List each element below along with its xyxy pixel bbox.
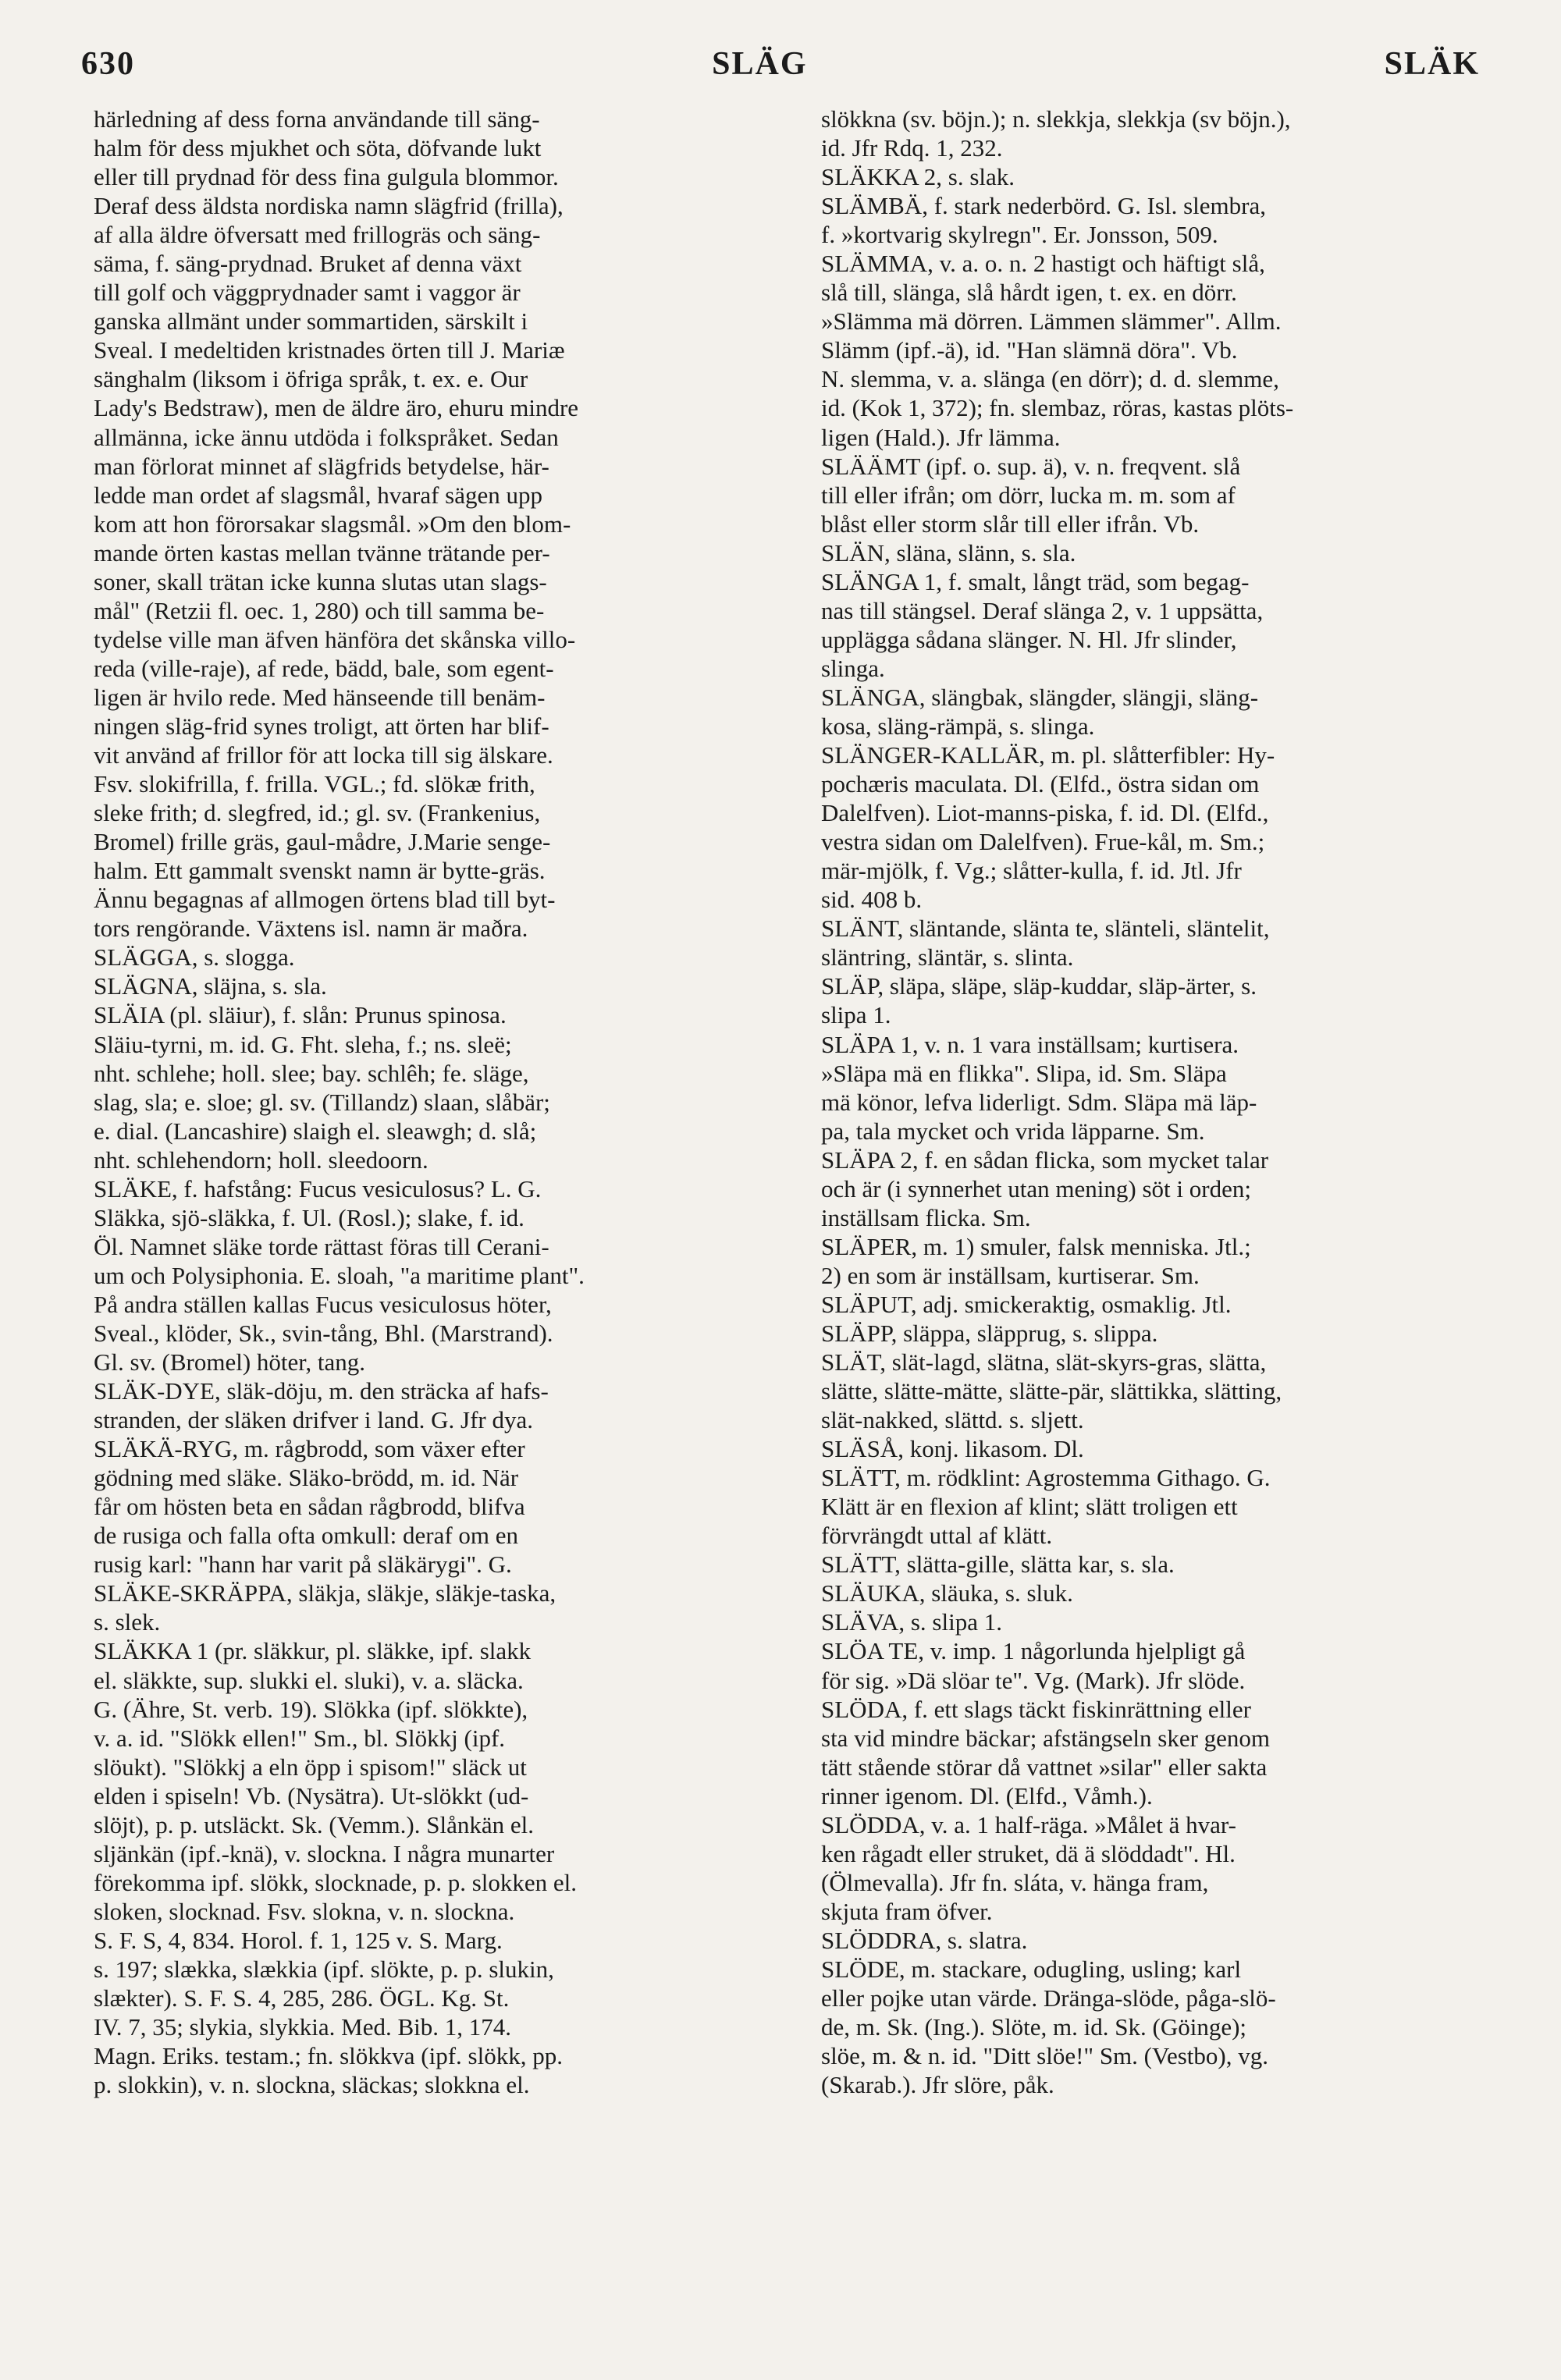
right-running-head: SLÄK [1384, 46, 1480, 82]
text-line: »Slämma mä dörren. Lämmen slämmer". Allm. [821, 307, 1282, 336]
text-line: halm för dess mjukhet och söta, döfvande lukt [94, 134, 542, 162]
text-line: SLÄTT, slätta-gille, slätta kar, s. sla. [821, 1551, 1175, 1579]
text-line: ligen (Hald.). Jfr lämma. [821, 423, 1061, 451]
text-line: förekomma ipf. slökk, slocknade, p. p. slokken el. [94, 1868, 578, 1896]
text-line: SLÄPA 2, f. en sådan flicka, som mycket talar [821, 1146, 1269, 1174]
text-line: Dalelfven). Liot-manns-piska, f. id. Dl. (Elfd., [821, 799, 1269, 827]
text-line: slöe, m. & n. id. "Ditt slöe!" Sm. (Vestbo), vg. [821, 2042, 1268, 2070]
text-line: IV. 7, 35; slykia, slykkia. Med. Bib. 1, 174. [94, 2013, 512, 2041]
text-line: slät-nakked, slättd. s. sljett. [821, 1406, 1084, 1434]
text-line: allmänna, icke ännu utdöda i folkspråket. Sedan [94, 423, 559, 451]
text-line: SLÄT, slät-lagd, slätna, slät-skyrs-gras, slätta, [821, 1348, 1267, 1376]
text-line: ledde man ordet af slagsmål, hvaraf sägen upp [94, 481, 543, 509]
text-line: Deraf dess äldsta nordiska namn slägfrid (frilla), [94, 192, 564, 220]
text-line: nas till stängsel. Deraf slänga 2, v. 1 uppsätta, [821, 596, 1264, 624]
text-line: soner, skall trätan icke kunna slutas utan slags- [94, 567, 547, 595]
text-line: G. (Ähre, St. verb. 19). Slökka (ipf. slökkte), [94, 1695, 528, 1723]
text-line: »Släpa mä en flikka". Slipa, id. Sm. Släpa [821, 1059, 1227, 1087]
text-line: SLÄIA (pl. släiur), f. slån: Prunus spinosa. [94, 1001, 507, 1029]
text-line: SLÄPUT, adj. smickeraktig, osmaklig. Jtl. [821, 1290, 1232, 1318]
text-line: nht. schlehendorn; holl. sleedoorn. [94, 1146, 428, 1174]
text-line: SLÄNT, släntande, slänta te, slänteli, släntelit, [821, 915, 1270, 943]
text-line: Fsv. slokifrilla, f. frilla. VGL.; fd. slökæ frith, [94, 770, 535, 798]
text-line: SLÄPA 1, v. n. 1 vara inställsam; kurtisera. [821, 1030, 1239, 1058]
text-line: stranden, der släken drifver i land. G. Jfr dya. [94, 1406, 533, 1434]
text-line: reda (ville-raje), af rede, bädd, bale, som egent- [94, 654, 554, 682]
text-line: N. slemma, v. a. slänga (en dörr); d. d. slemme, [821, 365, 1279, 393]
text-line: Sveal. I medeltiden kristnades örten till J. Mariæ [94, 336, 565, 364]
text-line: till golf och väggprydnader samt i vaggor är [94, 279, 521, 307]
text-line: de, m. Sk. (Ing.). Slöte, m. id. Sk. (Göinge); [821, 2013, 1247, 2041]
text-line: v. a. id. "Slökk ellen!" Sm., bl. Slökkj (ipf. [94, 1724, 506, 1752]
text-line: ganska allmänt under sommartiden, särskilt i [94, 307, 528, 336]
text-line: pochæris maculata. Dl. (Elfd., östra sidan om [821, 770, 1260, 798]
text-line: och är (i synnerhet utan mening) söt i orden; [821, 1174, 1251, 1202]
text-line: mä könor, lefva liderligt. Sdm. Släpa mä läp- [821, 1088, 1257, 1116]
text-line: skjuta fram öfver. [821, 1897, 993, 1925]
right-column [821, 105, 1492, 2099]
text-line: s. 197; slækka, slækkia (ipf. slökte, p. p. slukin, [94, 1956, 554, 1983]
text-line: för sig. »Dä slöar te". Vg. (Mark). Jfr slöde. [821, 1666, 1246, 1694]
text-line: man förlorat minnet af slägfrids betydelse, här- [94, 452, 549, 480]
text-line: SLÄKE-SKRÄPPA, släkja, släkje, släkje-taska, [94, 1579, 556, 1607]
text-line: slökkna (sv. böjn.); n. slekkja, slekkja (sv böjn.), [821, 105, 1291, 133]
text-line: sänghalm (liksom i öfriga språk, t. ex. e. Our [94, 365, 528, 393]
text-line: s. slek. [94, 1608, 161, 1636]
text-line: slag, sla; e. sloe; gl. sv. (Tillandz) slaan, slåbär; [94, 1088, 550, 1116]
text-line: SLÄKKA 2, s. slak. [821, 163, 1015, 191]
text-line: af alla äldre öfversatt med frillogräs och säng- [94, 221, 541, 249]
text-line: släntring, släntär, s. slinta. [821, 943, 1074, 972]
text-line: Gl. sv. (Bromel) höter, tang. [94, 1348, 366, 1376]
text-line: Öl. Namnet släke torde rättast föras till Cerani- [94, 1232, 549, 1260]
text-line: SLÖDDA, v. a. 1 half-räga. »Målet ä hvar- [821, 1810, 1236, 1838]
text-line: (Ölmevalla). Jfr fn. sláta, v. hänga fram, [821, 1868, 1209, 1896]
text-line: slöukt). "Slökkj a eln öpp i spisom!" släck ut [94, 1753, 527, 1781]
text-line: ken rågadt eller struket, dä ä slöddadt". Hl. [821, 1839, 1236, 1867]
text-line: SLÄK-DYE, släk-döju, m. den sträcka af hafs- [94, 1377, 549, 1405]
text-line: slinga. [821, 654, 885, 682]
text-line: (Skarab.). Jfr slöre, påk. [821, 2071, 1054, 2099]
text-line: sloken, slocknad. Fsv. slokna, v. n. slockna. [94, 1897, 515, 1925]
text-line: Magn. Eriks. testam.; fn. slökkva (ipf. slökk, pp. [94, 2042, 563, 2070]
text-line: el. släkkte, sup. slukki el. sluki), v. a. släcka. [94, 1666, 524, 1694]
text-line: ningen släg-frid synes troligt, att örten har blif- [94, 712, 549, 740]
text-line: p. slokkin), v. n. slockna, släckas; slokkna el. [94, 2071, 530, 2099]
text-line: Ännu begagnas af allmogen örtens blad till byt- [94, 886, 556, 914]
text-line: sta vid mindre bäckar; afstängseln sker genom [821, 1724, 1271, 1752]
text-line: slækter). S. F. S. 4, 285, 286. ÖGL. Kg. St. [94, 1984, 510, 2012]
text-line: f. »kortvarig skylregn". Er. Jonsson, 509. [821, 221, 1218, 249]
text-line: kosa, släng-rämpä, s. slinga. [821, 712, 1095, 740]
text-line: sljänkän (ipf.-knä), v. slockna. I några munarter [94, 1839, 555, 1867]
text-line: um och Polysiphonia. E. sloah, "a maritime plant". [94, 1261, 585, 1289]
text-line: vit använd af frillor för att locka till sig älskare. [94, 741, 553, 769]
text-line: SLÄP, släpa, släpe, släp-kuddar, släp-ärter, s. [821, 972, 1257, 1000]
text-line: rusig karl: "hann har varit på släkärygi". G. [94, 1551, 512, 1579]
text-line: SLÄMMA, v. a. o. n. 2 hastigt och häftigt slå, [821, 250, 1265, 278]
text-line: ligen är hvilo rede. Med hänseende till benäm- [94, 683, 546, 711]
text-line: säma, f. säng-prydnad. Bruket af denna växt [94, 250, 522, 278]
text-line: SLÄPER, m. 1) smuler, falsk menniska. Jtl.; [821, 1232, 1251, 1260]
left-column [94, 105, 780, 2099]
text-line: gödning med släke. Släko-brödd, m. id. När [94, 1464, 519, 1492]
text-line: Sveal., klöder, Sk., svin-tång, Bhl. (Marstrand). [94, 1319, 553, 1347]
text-line: Släkka, sjö-släkka, f. Ul. (Rosl.); slake, f. id. [94, 1203, 524, 1231]
running-header [81, 41, 1480, 87]
text-line: de rusiga och falla ofta omkull: deraf om en [94, 1522, 519, 1550]
text-line: eller pojke utan värde. Dränga-slöde, påga-slö- [821, 1984, 1276, 2012]
text-line: SLÄPP, släppa, släpprug, s. slippa. [821, 1319, 1158, 1347]
text-line: förvrängdt uttal af klätt. [821, 1522, 1053, 1550]
text-line: SLÄTT, m. rödklint: Agrostemma Githago. G. [821, 1464, 1271, 1492]
text-line: slå till, slänga, slå hårdt igen, t. ex. en dörr. [821, 279, 1237, 307]
text-line: slätte, slätte-mätte, slätte-pär, slättikka, slätting, [821, 1377, 1282, 1405]
text-line: SLÄKKA 1 (pr. släkkur, pl. släkke, ipf. slakk [94, 1637, 532, 1665]
text-line: sid. 408 b. [821, 886, 923, 914]
text-line: 2) en som är inställsam, kurtiserar. Sm. [821, 1261, 1200, 1289]
text-line: Släiu-tyrni, m. id. G. Fht. sleha, f.; ns. sleë; [94, 1030, 512, 1058]
text-line: id. Jfr Rdq. 1, 232. [821, 134, 1003, 162]
text-line: SLÖDDRA, s. slatra. [821, 1926, 1028, 1954]
text-line: tätt stående störar då vattnet »silar" eller sakta [821, 1753, 1268, 1781]
text-line: e. dial. (Lancashire) slaigh el. sleawgh; d. slå; [94, 1117, 537, 1145]
text-line: SLÄSÅ, konj. likasom. Dl. [821, 1435, 1084, 1463]
text-line: till eller ifrån; om dörr, lucka m. m. som af [821, 481, 1236, 509]
text-line: härledning af dess forna användande till säng- [94, 105, 540, 133]
text-line: mär-mjölk, f. Vg.; slåtter-kulla, f. id. Jtl. Jfr [821, 857, 1242, 885]
text-line: SLÄGNA, släjna, s. sla. [94, 972, 327, 1000]
text-line: Lady's Bedstraw), men de äldre äro, ehuru mindre [94, 394, 579, 422]
text-line: slöjt), p. p. utsläckt. Sk. (Vemm.). Slånkän el. [94, 1810, 534, 1838]
text-line: Bromel) frille gräs, gaul-mådre, J.Marie senge- [94, 828, 551, 856]
text-line: vestra sidan om Dalelfven). Frue-kål, m. Sm.; [821, 828, 1265, 856]
text-line: tors rengörande. Växtens isl. namn är maðra. [94, 915, 528, 943]
text-line: mande örten kastas mellan tvänne trätande per- [94, 538, 550, 567]
text-line: SLÄVA, s. slipa 1. [821, 1608, 1002, 1636]
text-line: S. F. S, 4, 834. Horol. f. 1, 125 v. S. Marg. [94, 1926, 503, 1954]
text-line: nht. schlehe; holl. slee; bay. schlêh; fe. släge, [94, 1059, 529, 1087]
text-line: SLÄÄMT (ipf. o. sup. ä), v. n. freqvent. slå [821, 452, 1241, 480]
text-line: upplägga sådana slänger. N. Hl. Jfr slinder, [821, 625, 1237, 653]
text-line: mål" (Retzii fl. oec. 1, 280) och till samma be- [94, 596, 545, 624]
text-line: kom att hon förorsakar slagsmål. »Om den blom- [94, 510, 571, 538]
text-line: inställsam flicka. Sm. [821, 1203, 1031, 1231]
text-line: SLÄKÄ-RYG, m. rågbrodd, som växer efter [94, 1435, 525, 1463]
text-line: SLÖDA, f. ett slags täckt fiskinrättning eller [821, 1695, 1251, 1723]
left-running-head: SLÄG [712, 46, 808, 82]
text-line: slipa 1. [821, 1001, 891, 1029]
text-line: SLÄNGA 1, f. smalt, långt träd, som begag- [821, 567, 1250, 595]
text-line: elden i spiseln! Vb. (Nysätra). Ut-slökkt (ud- [94, 1781, 529, 1810]
text-line: SLÄNGA, slängbak, slängder, slängji, släng- [821, 683, 1259, 711]
text-line: halm. Ett gammalt svenskt namn är bytte-gräs. [94, 857, 546, 885]
text-line: SLÄMBÄ, f. stark nederbörd. G. Isl. slembra, [821, 192, 1266, 220]
text-line: Slämm (ipf.-ä), id. "Han slämnä döra". Vb. [821, 336, 1238, 364]
text-line: SLÄN, släna, slänn, s. sla. [821, 538, 1076, 567]
text-line: tydelse ville man äfven hänföra det skånska villo- [94, 625, 576, 653]
text-line: id. (Kok 1, 372); fn. slembaz, röras, kastas plöts- [821, 394, 1294, 422]
text-line: får om hösten beta en sådan rågbrodd, blifva [94, 1493, 525, 1521]
page-number: 630 [81, 46, 135, 82]
text-line: Klätt är en flexion af klint; slätt troligen ett [821, 1493, 1238, 1521]
text-line: rinner igenom. Dl. (Elfd., Våmh.). [821, 1781, 1153, 1810]
text-line: eller till prydnad för dess fina gulgula blommor. [94, 163, 559, 191]
text-line: SLÄNGER-KALLÄR, m. pl. slåtterfibler: Hy- [821, 741, 1275, 769]
text-line: pa, tala mycket och vrida läpparne. Sm. [821, 1117, 1205, 1145]
text-line: SLÄKE, f. hafstång: Fucus vesiculosus? L. G. [94, 1174, 542, 1202]
text-line: SLÖA TE, v. imp. 1 någorlunda hjelpligt gå [821, 1637, 1246, 1665]
text-line: blåst eller storm slår till eller ifrån. Vb. [821, 510, 1200, 538]
text-line: På andra ställen kallas Fucus vesiculosus höter, [94, 1290, 552, 1318]
text-line: SLÄUKA, släuka, s. sluk. [821, 1579, 1073, 1607]
text-line: SLÖDE, m. stackare, odugling, usling; karl [821, 1956, 1242, 1983]
text-line: SLÄGGA, s. slogga. [94, 943, 295, 972]
text-line: sleke frith; d. slegfred, id.; gl. sv. (Frankenius, [94, 799, 541, 827]
